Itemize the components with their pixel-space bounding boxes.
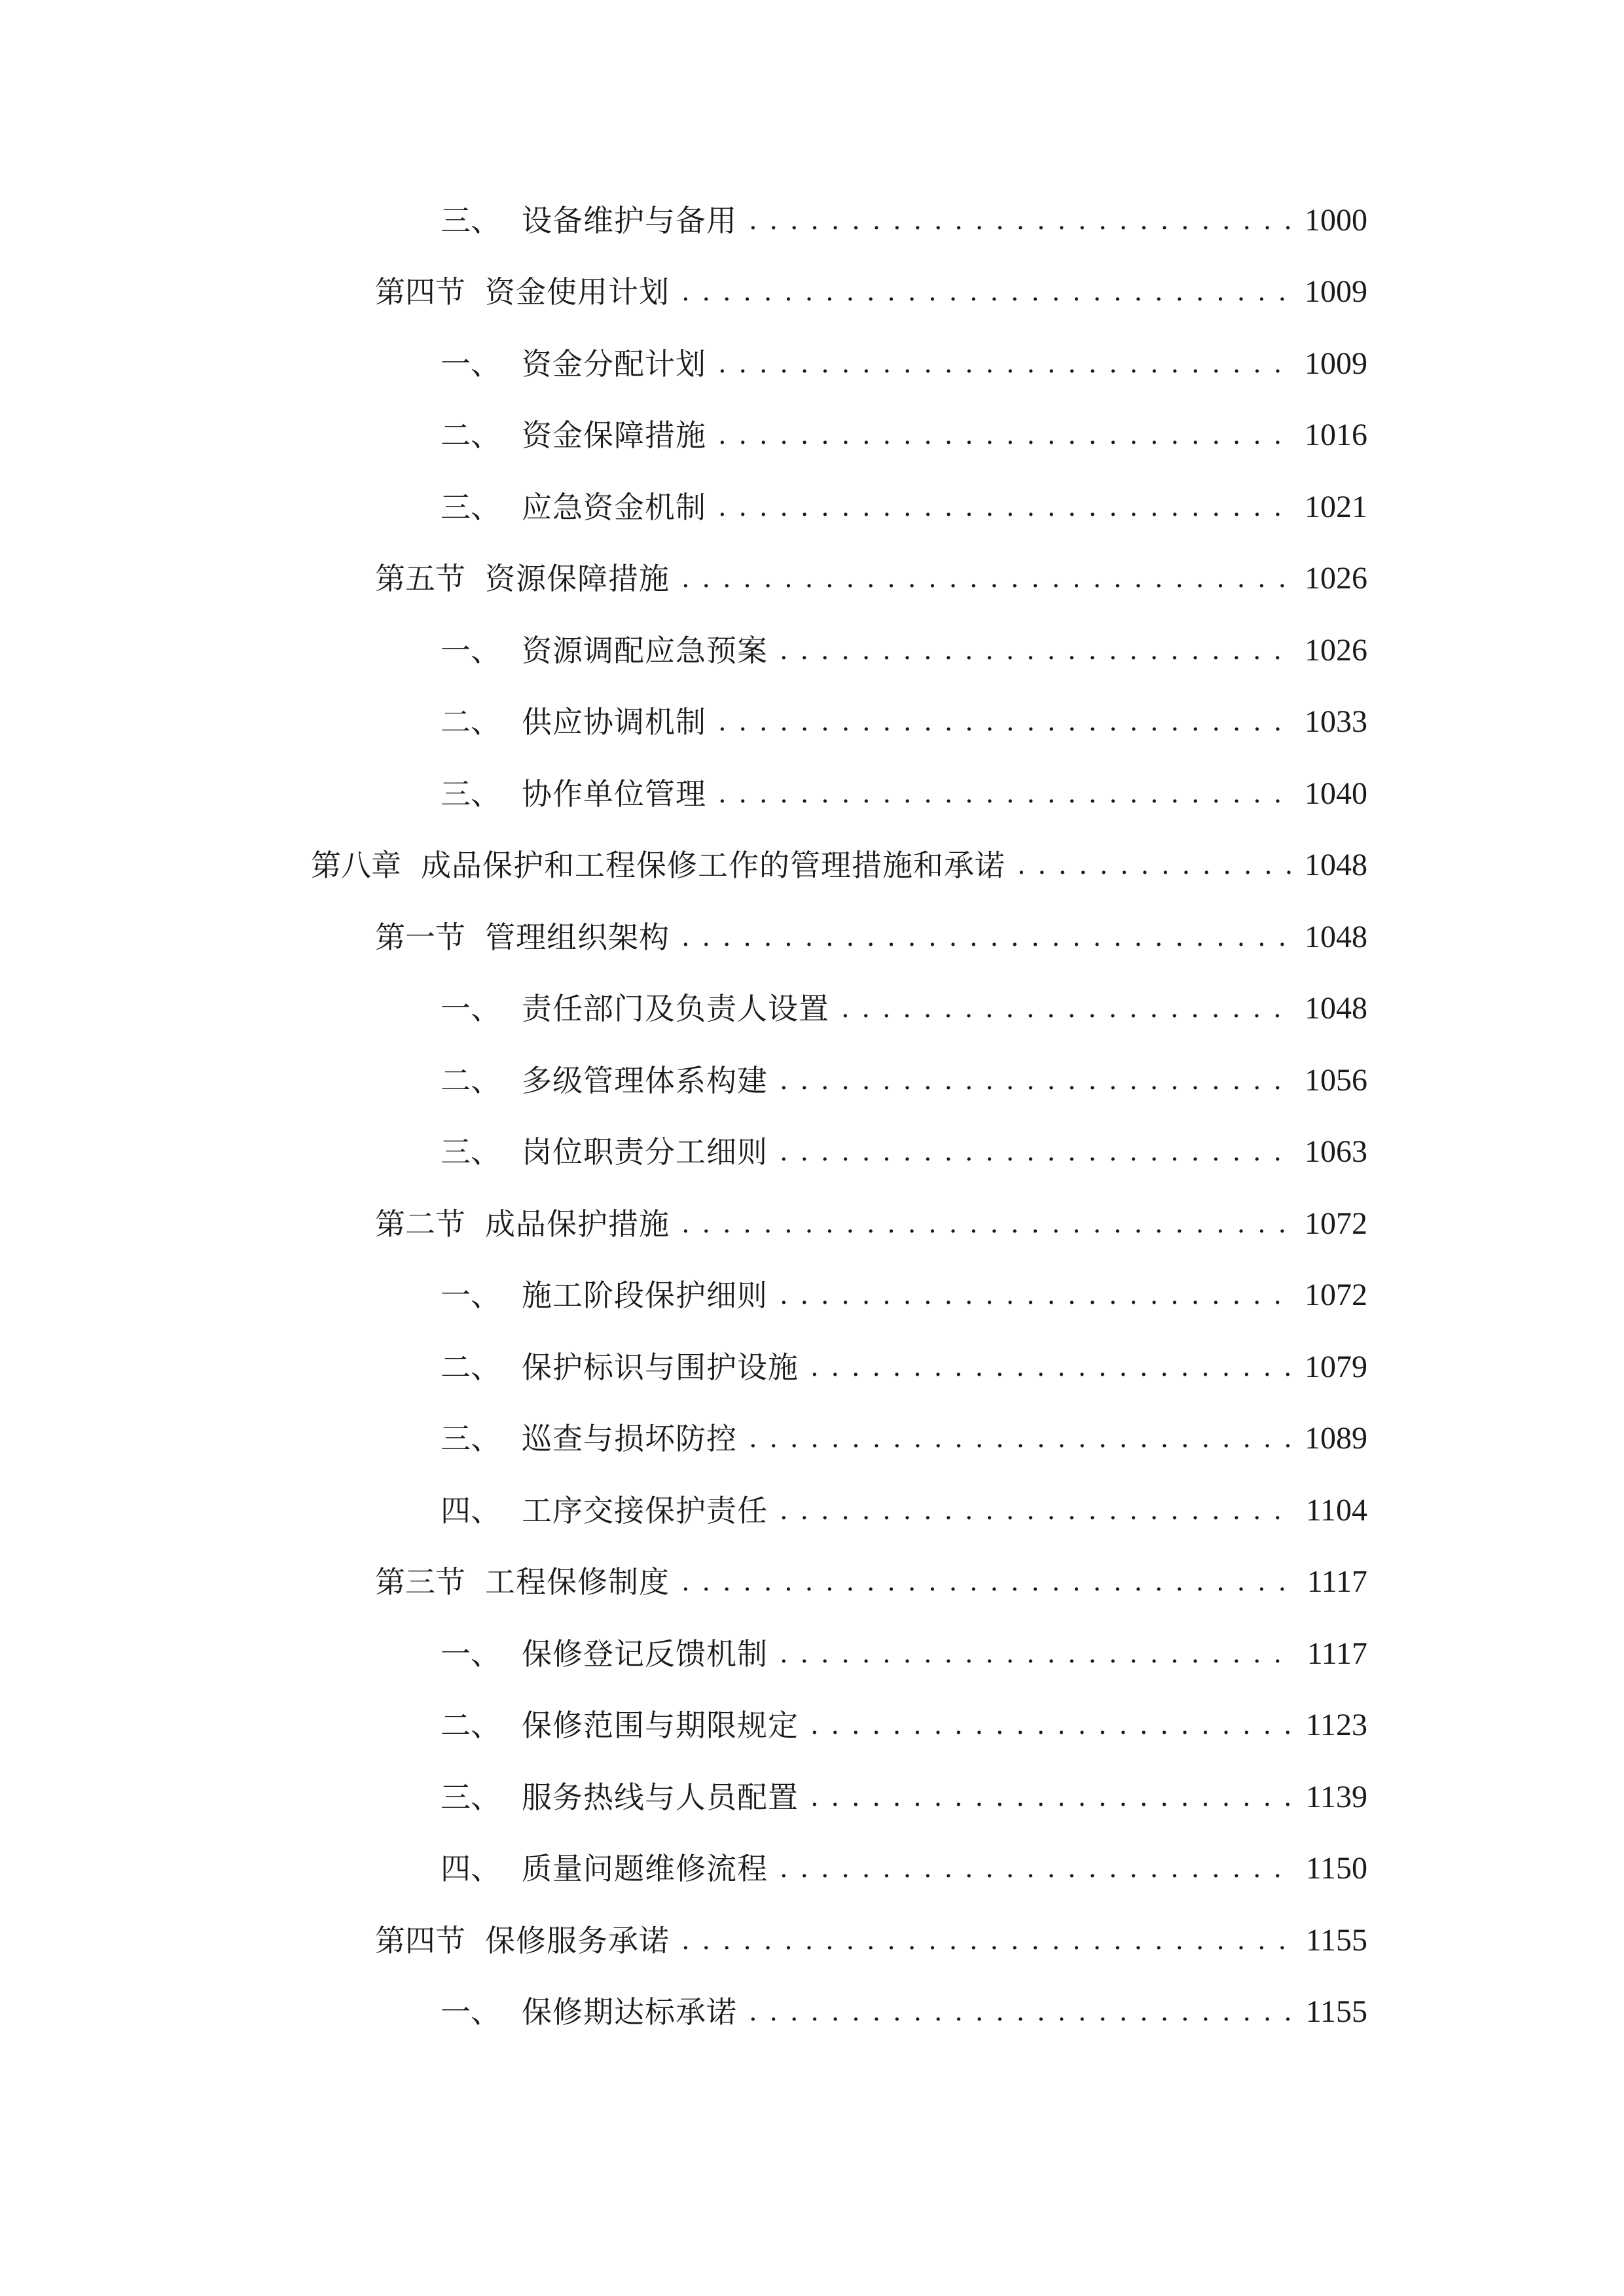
toc-entry-number: 二、 [441, 1349, 501, 1385]
toc-entry-number: 二、 [441, 1062, 501, 1098]
toc-entry[interactable] [0, 1260, 1624, 1332]
toc-entry[interactable] [0, 1475, 1624, 1547]
toc-entry[interactable] [0, 1045, 1624, 1117]
toc-entry-line [441, 416, 1624, 455]
toc-entry-number: 第八章 [311, 848, 401, 884]
dot-leader [780, 1849, 1293, 1888]
toc-entry-page-number: 1026 [1305, 561, 1367, 596]
toc-entry-page-number: 1072 [1305, 1206, 1367, 1241]
toc-entry-page-number: 1117 [1307, 1564, 1367, 1600]
toc-entry-page-number: 1016 [1305, 418, 1367, 453]
dot-leader [681, 1921, 1293, 1960]
dot-leader [749, 1419, 1293, 1458]
toc-entry[interactable] [0, 328, 1624, 400]
toc-entry-number: 三、 [441, 776, 501, 812]
toc-entry[interactable] [0, 1977, 1624, 2049]
toc-entry-title: 巡查与损坏防控 [522, 1421, 737, 1457]
toc-entry-line [441, 1706, 1624, 1745]
toc-entry-line [441, 488, 1624, 527]
toc-entry-title: 质量问题维修流程 [522, 1851, 768, 1887]
toc-entry-page-number: 1048 [1305, 919, 1367, 954]
toc-entry-line [375, 559, 1624, 598]
dot-leader [810, 1778, 1293, 1817]
dot-leader [780, 1276, 1293, 1315]
toc-entry[interactable] [0, 1331, 1624, 1403]
dot-leader [681, 272, 1293, 312]
toc-entry-page-number: 1123 [1305, 1708, 1367, 1743]
toc-entry-page-number: 1009 [1305, 346, 1367, 381]
toc-entry-title: 成品保护措施 [485, 1206, 670, 1242]
toc-entry-page-number: 1026 [1305, 632, 1367, 668]
toc-entry-number: 二、 [441, 1708, 501, 1744]
dot-leader [780, 1132, 1293, 1172]
toc-entry-title: 保修期达标承诺 [522, 1994, 737, 2030]
dot-leader [810, 1706, 1293, 1745]
toc-entry-title: 资金使用计划 [485, 274, 670, 310]
toc-entry-line [441, 1992, 1624, 2032]
toc-entry[interactable] [0, 973, 1624, 1045]
toc-entry-page-number: 1048 [1305, 848, 1367, 883]
toc-entry[interactable] [0, 1117, 1624, 1189]
dot-leader [681, 1562, 1293, 1602]
toc-entry-title: 应急资金机制 [522, 489, 706, 525]
toc-entry-number: 四、 [441, 1492, 501, 1528]
dot-leader [1017, 846, 1293, 885]
dot-leader [841, 989, 1293, 1028]
toc-entry-title: 资金分配计划 [522, 346, 706, 382]
toc-entry-page-number: 1150 [1305, 1851, 1367, 1886]
toc-entry-number: 二、 [441, 704, 501, 740]
toc-entry-title: 保修登记反馈机制 [522, 1636, 768, 1672]
toc-entry-line [441, 344, 1624, 384]
toc-entry[interactable] [0, 471, 1624, 543]
toc-entry-line [441, 631, 1624, 670]
toc-entry-number: 二、 [441, 418, 501, 454]
toc-entry-title: 多级管理体系构建 [522, 1062, 768, 1098]
toc-entry-page-number: 1139 [1305, 1779, 1367, 1814]
toc-entry[interactable] [0, 1905, 1624, 1977]
toc-entry-page-number: 1056 [1305, 1062, 1367, 1098]
toc-entry-title: 工序交接保护责任 [522, 1492, 768, 1528]
toc-entry-page-number: 1079 [1305, 1349, 1367, 1384]
toc-entry-number: 第一节 [375, 919, 465, 955]
toc-entry-title: 保修范围与期限规定 [522, 1708, 799, 1744]
toc-entry-line [441, 1132, 1624, 1172]
dot-leader [749, 201, 1293, 240]
toc-entry-line [375, 918, 1624, 957]
toc-entry-page-number: 1155 [1305, 1922, 1367, 1958]
toc-entry-title: 协作单位管理 [522, 776, 706, 812]
toc-entry-title: 服务热线与人员配置 [522, 1779, 799, 1815]
dot-leader [718, 488, 1293, 527]
toc-entry-number: 三、 [441, 1779, 501, 1815]
toc-entry[interactable] [0, 1833, 1624, 1905]
toc-entry-line [441, 1634, 1624, 1674]
toc-entry[interactable] [0, 830, 1624, 902]
toc-entry[interactable] [0, 687, 1624, 759]
toc-entry-title: 工程保修制度 [485, 1564, 670, 1600]
toc-entry-line [375, 1204, 1624, 1244]
toc-entry[interactable] [0, 185, 1624, 257]
toc-entry-line [441, 1849, 1624, 1888]
toc-entry-line [441, 1061, 1624, 1100]
dot-leader [718, 344, 1293, 384]
toc-entry-number: 一、 [441, 1994, 501, 2030]
dot-leader [780, 1491, 1293, 1530]
toc-entry[interactable] [0, 901, 1624, 973]
toc-entry-number: 三、 [441, 202, 501, 238]
toc-entry-page-number: 1104 [1305, 1492, 1367, 1528]
toc-entry-title: 施工阶段保护细则 [522, 1278, 768, 1314]
toc-entry-number: 三、 [441, 489, 501, 525]
toc-entry-page-number: 1048 [1305, 991, 1367, 1026]
toc-entry[interactable] [0, 1761, 1624, 1833]
toc-entry-page-number: 1089 [1305, 1421, 1367, 1456]
toc-entry-title: 资金保障措施 [522, 418, 706, 454]
toc-entry[interactable] [0, 543, 1624, 615]
toc-entry-line [441, 1778, 1624, 1817]
dot-leader [681, 559, 1293, 598]
toc-entry-line [441, 1419, 1624, 1458]
toc-entry-number: 三、 [441, 1134, 501, 1170]
toc-entry-line [441, 774, 1624, 814]
toc-entry-page-number: 1155 [1305, 1994, 1367, 2030]
dot-leader [718, 774, 1293, 814]
toc-entry-line [441, 702, 1624, 742]
table-of-contents [0, 185, 1624, 2048]
dot-leader [780, 631, 1293, 670]
toc-entry-title: 设备维护与备用 [522, 202, 737, 238]
toc-entry-page-number: 1072 [1305, 1278, 1367, 1313]
dot-leader [681, 1204, 1293, 1244]
toc-entry-title: 保护标识与围护设施 [522, 1349, 799, 1385]
toc-entry-title: 责任部门及负责人设置 [522, 991, 829, 1027]
dot-leader [718, 702, 1293, 742]
toc-entry-line [375, 1921, 1624, 1960]
toc-entry-number: 一、 [441, 1278, 501, 1314]
toc-entry[interactable] [0, 615, 1624, 687]
toc-entry-number: 第三节 [375, 1564, 465, 1600]
toc-entry-number: 三、 [441, 1421, 501, 1457]
toc-entry-title: 供应协调机制 [522, 704, 706, 740]
dot-leader [681, 918, 1293, 957]
toc-entry-page-number: 1117 [1307, 1636, 1367, 1671]
toc-entry-number: 第五节 [375, 561, 465, 597]
toc-entry-line [441, 1276, 1624, 1315]
dot-leader [780, 1634, 1293, 1674]
toc-entry-number: 一、 [441, 346, 501, 382]
toc-entry-title: 保修服务承诺 [485, 1922, 670, 1958]
toc-entry-line [441, 1348, 1624, 1387]
toc-entry-number: 第二节 [375, 1206, 465, 1242]
toc-entry-page-number: 1063 [1305, 1134, 1367, 1170]
toc-entry-number: 一、 [441, 632, 501, 668]
toc-entry[interactable] [0, 257, 1624, 329]
dot-leader [810, 1348, 1293, 1387]
dot-leader [718, 416, 1293, 455]
toc-entry-title: 岗位职责分工细则 [522, 1134, 768, 1170]
dot-leader [780, 1061, 1293, 1100]
toc-entry-number: 第四节 [375, 1922, 465, 1958]
toc-entry-number: 第四节 [375, 274, 465, 310]
toc-entry-page-number: 1000 [1305, 202, 1367, 238]
toc-entry-page-number: 1033 [1305, 704, 1367, 740]
toc-entry-number: 四、 [441, 1851, 501, 1887]
dot-leader [749, 1992, 1293, 2032]
toc-entry-title: 资源保障措施 [485, 561, 670, 597]
toc-entry[interactable] [0, 1690, 1624, 1762]
toc-entry-line [311, 846, 1624, 885]
toc-entry-title: 成品保护和工程保修工作的管理措施和承诺 [421, 848, 1005, 884]
toc-entry-page-number: 1021 [1305, 489, 1367, 524]
toc-entry[interactable] [0, 1188, 1624, 1260]
toc-entry-line [441, 989, 1624, 1028]
toc-entry-line [375, 1562, 1624, 1602]
toc-entry[interactable] [0, 1618, 1624, 1690]
toc-entry[interactable] [0, 758, 1624, 830]
toc-entry-title: 资源调配应急预案 [522, 632, 768, 668]
toc-entry-number: 一、 [441, 1636, 501, 1672]
toc-entry-line [375, 272, 1624, 312]
toc-entry[interactable] [0, 400, 1624, 472]
toc-entry[interactable] [0, 1547, 1624, 1619]
toc-entry-page-number: 1009 [1305, 274, 1367, 310]
toc-entry-title: 管理组织架构 [485, 919, 670, 955]
toc-entry-line [441, 1491, 1624, 1530]
toc-entry-page-number: 1040 [1305, 776, 1367, 811]
toc-entry[interactable] [0, 1403, 1624, 1475]
toc-entry-number: 一、 [441, 991, 501, 1027]
toc-entry-line [441, 201, 1624, 240]
